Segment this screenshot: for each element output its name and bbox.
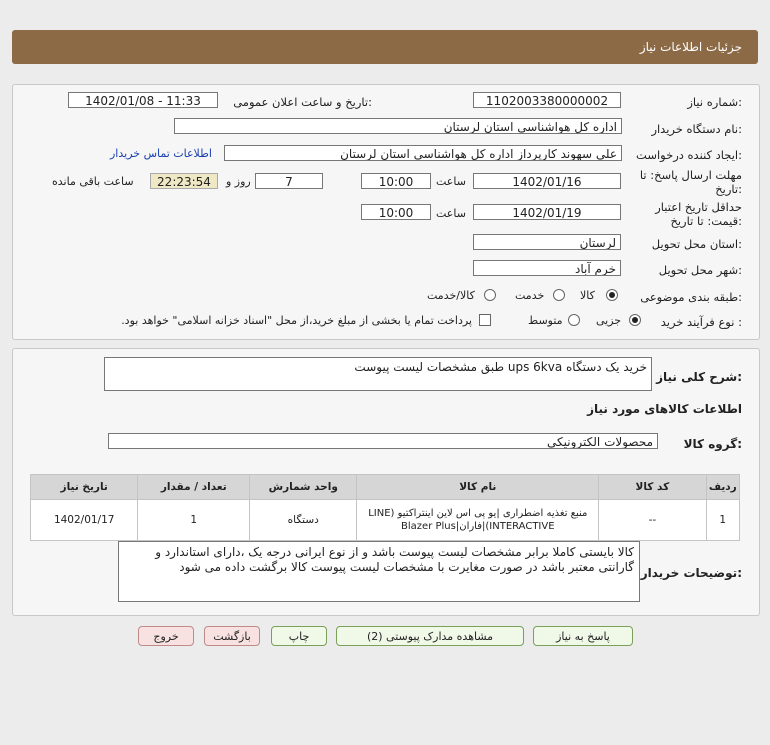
print-button[interactable]: چاپ <box>271 626 327 646</box>
summary-field: خرید یک دستگاه ups 6kva طبق مشخصات لیست پیوست <box>104 357 652 391</box>
contact-buyer-link[interactable]: اطلاعات تماس خریدار <box>110 147 212 160</box>
reply-button[interactable]: پاسخ به نیاز <box>533 626 633 646</box>
requester-label: ایجاد کننده درخواست: <box>636 148 742 162</box>
buyer-org-field: اداره کل هواشناسی استان لرستان <box>174 118 622 134</box>
process-label: نوع فرآیند خرید : <box>660 315 742 329</box>
cell-quantity: 1 <box>138 500 250 541</box>
city-field: خرم آباد <box>473 260 621 276</box>
cell-need-date: 1402/01/17 <box>31 500 138 541</box>
treasury-checkbox[interactable] <box>479 314 491 326</box>
deadline-time-field: 10:00 <box>361 173 431 189</box>
page-title: جزئیات اطلاعات نیاز <box>639 40 742 54</box>
page-header <box>12 30 758 64</box>
category-radio-goods[interactable] <box>606 289 618 301</box>
attachments-button[interactable]: مشاهده مدارک پیوستی (2) <box>336 626 524 646</box>
summary-label: شرح کلی نیاز: <box>656 370 742 384</box>
cell-item-name <box>357 500 599 541</box>
days-label: روز و <box>226 175 251 188</box>
category-option-goods: کالا <box>580 289 595 302</box>
header-quantity: تعداد / مقدار <box>138 475 250 500</box>
group-field: محصولات الکترونیکی <box>108 433 658 449</box>
announce-field: 1402/01/08 - 11:33 <box>68 92 218 108</box>
buyer-org-label: نام دستگاه خریدار: <box>651 122 742 136</box>
header-row-number: ردیف <box>706 475 739 500</box>
remaining-time-field: 22:23:54 <box>150 173 218 189</box>
requester-field: علی سهوند کارپرداز اداره کل هواشناسی استان لرستان <box>224 145 622 161</box>
items-section-title: اطلاعات کالاهای مورد نیاز <box>587 402 742 416</box>
header-unit: واحد شمارش <box>250 475 357 500</box>
validity-date-field: 1402/01/19 <box>473 204 621 220</box>
back-button[interactable]: بازگشت <box>204 626 260 646</box>
announce-label: تاریخ و ساعت اعلان عمومی: <box>233 95 372 109</box>
validity-time-field: 10:00 <box>361 204 431 220</box>
process-radio-minor[interactable] <box>629 314 641 326</box>
notes-label: توضیحات خریدار: <box>640 566 742 580</box>
cell-unit: دستگاه <box>250 500 357 541</box>
cell-row-number: 1 <box>706 500 739 541</box>
item-name-line2: INTERACTIVE)|فاران|Blazer Plus <box>401 521 555 532</box>
notes-field: کالا بایستی کاملا برابر مشخصات لیست پیوست باشد و از نوع ایرانی درجه یک ،دارای استاندارد و گارانتی معتبر باشد در صورت مغایرت با مشخصات لیست پیوست کالا برگشت داده می شود <box>118 541 640 602</box>
header-item-code: کد کالا <box>599 475 706 500</box>
process-radio-medium[interactable] <box>568 314 580 326</box>
item-name-line1: منبع تغذیه اضطراری |یو پی اس لاین اینتراکتیو (LINE <box>368 508 588 519</box>
category-radio-goods-service[interactable] <box>484 289 496 301</box>
group-label: گروه کالا: <box>683 437 742 451</box>
category-label: طبقه بندی موضوعی: <box>640 290 742 304</box>
category-option-service: خدمت <box>515 289 545 302</box>
category-radio-service[interactable] <box>553 289 565 301</box>
exit-button[interactable]: خروج <box>138 626 194 646</box>
deadline-label: مهلت ارسال پاسخ: تا تاریخ: <box>639 168 742 196</box>
table-row <box>31 500 740 541</box>
category-option-goods-service: کالا/خدمت <box>427 289 475 302</box>
payment-note: پرداخت تمام یا بخشی از مبلغ خرید،از محل "اسناد خزانه اسلامی" خواهد بود. <box>121 314 472 327</box>
validity-label: حداقل تاریخ اعتبار قیمت: تا تاریخ: <box>655 200 742 228</box>
process-option-minor: جزیی <box>596 314 622 327</box>
deadline-date-field: 1402/01/16 <box>473 173 621 189</box>
remaining-label: ساعت باقی مانده <box>52 175 134 188</box>
validity-time-label: ساعت <box>436 207 466 220</box>
header-item-name: نام کالا <box>357 475 599 500</box>
days-field: 7 <box>255 173 323 189</box>
need-number-field: 1102003380000002 <box>473 92 621 108</box>
header-need-date: تاریخ نیاز <box>31 475 138 500</box>
province-field: لرستان <box>473 234 621 250</box>
deadline-time-label: ساعت <box>436 175 466 188</box>
cell-item-code: -- <box>599 500 706 541</box>
items-table <box>30 474 740 541</box>
table-header-row <box>31 475 740 500</box>
need-number-label: شماره نیاز: <box>687 95 742 109</box>
process-option-medium: متوسط <box>528 314 563 327</box>
city-label: شهر محل تحویل: <box>658 263 742 277</box>
province-label: استان محل تحویل: <box>651 237 742 251</box>
